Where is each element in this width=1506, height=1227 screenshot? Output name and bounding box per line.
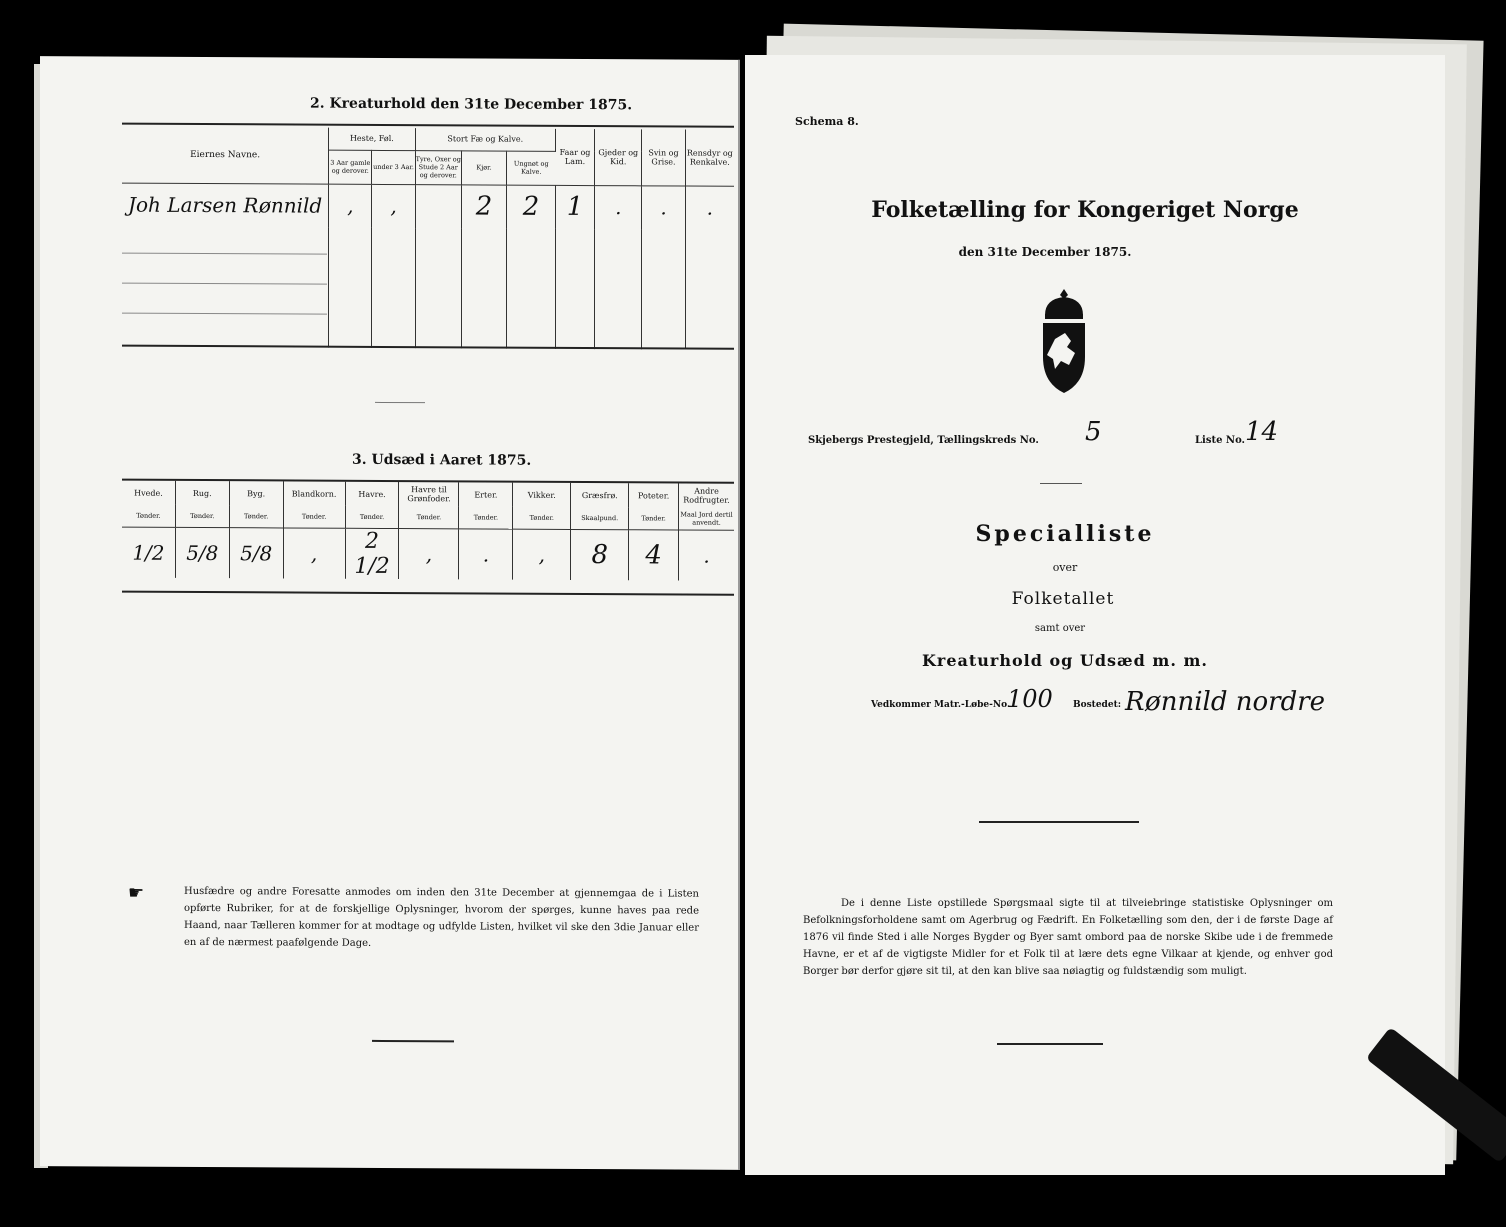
sowing-unit: Tønder. bbox=[399, 506, 459, 528]
right-page bbox=[745, 55, 1445, 1175]
value-cell: 2 bbox=[507, 185, 556, 229]
col-heste-header: Heste, Føl. bbox=[329, 128, 415, 150]
specialliste-title: Specialliste bbox=[975, 521, 1155, 547]
liste-label: Liste No. bbox=[1195, 435, 1246, 446]
matr-number: 100 bbox=[1007, 685, 1053, 713]
sowing-value: 5/8 bbox=[175, 527, 229, 578]
bosted-value: Rønnild nordre bbox=[1125, 687, 1326, 717]
sowing-value: , bbox=[513, 529, 571, 580]
sowing-unit: Tønder. bbox=[122, 505, 175, 527]
col-stort-c: Ungnøt og Kalve. bbox=[513, 159, 549, 176]
sowing-header: Havre til Grønfoder. bbox=[399, 482, 459, 506]
divider bbox=[372, 1040, 454, 1042]
divider bbox=[1040, 483, 1082, 484]
instruction-note: Husfædre og andre Foresatte anmodes om inden den 31te December at gjennemgaa de i Listen opførte Rubriker, for at de forskjellige Oplysninger, hvorom der spørges, kunne haves paa rede Haand, naar Tælleren kommer for at modtage og udfylde Listen, hvilket vil ske den 3die Januar eller en af de nærmest paafølgende Dage. bbox=[184, 885, 699, 949]
sowing-header: Erter. bbox=[459, 482, 513, 506]
value-cell: . bbox=[706, 195, 713, 220]
col-heste-b: under 3 Aar. bbox=[372, 150, 415, 184]
value-cell: , bbox=[372, 184, 415, 228]
sowing-value: 2 1/2 bbox=[345, 528, 399, 579]
parish-label: Skjebergs Prestegjeld, Tællingskreds No. bbox=[808, 435, 1039, 446]
census-date: den 31te December 1875. bbox=[958, 245, 1132, 259]
sowing-header: Rug. bbox=[175, 481, 229, 505]
section3-title: 3. Udsæd i Aaret 1875. bbox=[352, 451, 532, 469]
sowing-unit: Tønder. bbox=[345, 506, 399, 528]
sowing-unit: Tønder. bbox=[229, 505, 283, 527]
bosted-label: Bostedet: bbox=[1073, 700, 1122, 710]
value-cell: 2 bbox=[461, 184, 506, 228]
left-page bbox=[40, 56, 740, 1170]
intro-paragraph: De i denne Liste opstillede Spørgsmaal sigte til at tilveiebringe statistiske Oplysninger om Befolkningsforholdene samt om Agerbrug og Fædrift. En Folketælling som den, der i de første Dage af 1876 vil finde Sted i alle Norges Bygder og Byer samt ombord paa de norske Skibe ude i de fremmede Havne, er et af de vigtigste Midler for et Folk til at lære dets egne Vilkaar at kjende, og enhver god Borger bør derfor gjøre sit til, at den kan blive saa nøiagtig og fuldstændig som muligt. bbox=[803, 898, 1333, 977]
sowing-header: Andre Rodfrugter. bbox=[683, 486, 730, 505]
sowing-header: Blandkorn. bbox=[283, 481, 345, 505]
divider bbox=[979, 821, 1139, 823]
sowing-value: . bbox=[459, 528, 513, 579]
value-cell: . bbox=[642, 185, 685, 229]
liste-number: 14 bbox=[1245, 417, 1279, 447]
col-svin-header: Svin og Grise. bbox=[642, 129, 685, 185]
divider bbox=[997, 1043, 1103, 1045]
value-cell bbox=[415, 184, 461, 228]
section2-title: 2. Kreaturhold den 31te December 1875. bbox=[310, 95, 633, 114]
sowing-value: 1/2 bbox=[122, 527, 175, 578]
samt-over-text: samt over bbox=[1034, 623, 1086, 634]
sowing-value: 8 bbox=[571, 529, 629, 580]
sowing-unit: Tønder. bbox=[629, 507, 679, 529]
sowing-value: , bbox=[399, 528, 459, 579]
pointing-hand-icon: ☛ bbox=[128, 882, 145, 904]
livestock-table bbox=[122, 127, 734, 350]
sowing-unit: Tønder. bbox=[513, 507, 571, 529]
sowing-header: Vikker. bbox=[513, 483, 571, 507]
sowing-value: , bbox=[283, 527, 345, 578]
sowing-table bbox=[122, 481, 734, 581]
col-stort-a: Tyre, Oxer og Stude 2 Aar og derover. bbox=[415, 150, 461, 184]
col-faar-header: Faar og Lam. bbox=[555, 129, 594, 185]
col-owner-header: Eiernes Navne. bbox=[122, 127, 329, 184]
sowing-value: 5/8 bbox=[229, 527, 283, 578]
coat-of-arms-icon bbox=[1035, 287, 1093, 395]
rule bbox=[122, 591, 734, 596]
col-rens-header: Rensdyr og Renkalve. bbox=[686, 148, 733, 167]
sowing-header: Byg. bbox=[229, 481, 283, 505]
value-cell: , bbox=[329, 184, 372, 228]
sowing-value: . bbox=[703, 543, 710, 568]
sowing-header: Poteter. bbox=[629, 483, 679, 507]
col-heste-a: 3 Aar gamle og derover. bbox=[329, 150, 372, 184]
main-title: Folketælling for Kongeriget Norge bbox=[871, 197, 1299, 223]
divider bbox=[375, 402, 425, 403]
col-stort-header: Stort Fæ og Kalve. bbox=[415, 128, 555, 151]
sowing-unit: Tønder. bbox=[459, 506, 513, 528]
col-stort-b: Kjør. bbox=[461, 150, 506, 184]
matr-label: Vedkommer Matr.-Løbe-No. bbox=[871, 700, 1011, 710]
over-text: over bbox=[1052, 561, 1078, 574]
kreds-number: 5 bbox=[1085, 417, 1102, 447]
sowing-unit: Maal Jord dertil anvendt. bbox=[680, 510, 733, 527]
folketallet-text: Folketallet bbox=[1011, 589, 1115, 609]
sowing-header: Hvede. bbox=[122, 481, 175, 505]
col-gjeder-header: Gjeder og Kid. bbox=[595, 129, 642, 185]
sowing-unit: Skaalpund. bbox=[571, 507, 629, 529]
schema-label: Schema 8. bbox=[795, 115, 859, 128]
sowing-value: 4 bbox=[629, 529, 679, 580]
sowing-unit: Tønder. bbox=[175, 505, 229, 527]
value-cell: 1 bbox=[555, 185, 594, 229]
sowing-header: Græsfrø. bbox=[571, 483, 629, 507]
owner-name-cell: Joh Larsen Rønnild bbox=[122, 183, 329, 228]
value-cell: . bbox=[595, 185, 642, 229]
sowing-unit: Tønder. bbox=[283, 505, 345, 527]
sowing-header: Havre. bbox=[345, 482, 399, 506]
kreatur-title: Kreaturhold og Udsæd m. m. bbox=[922, 651, 1208, 670]
